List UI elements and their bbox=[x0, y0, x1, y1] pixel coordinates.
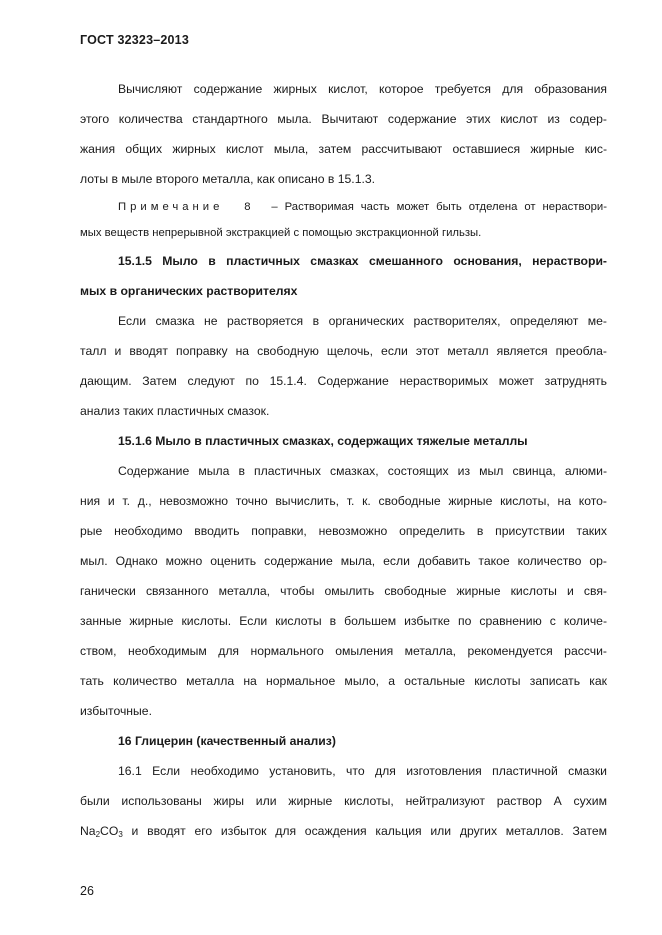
formula-element: Na bbox=[80, 824, 96, 838]
paragraph-line: тать количество металла на нормальное мыло, а остальные кислоты записать как bbox=[80, 674, 607, 688]
formula-subscript: 3 bbox=[118, 830, 123, 839]
note-line: мых веществ непрерывной экстракцией с помощью экстракционной гильзы. bbox=[80, 227, 482, 239]
document-body bbox=[80, 76, 607, 848]
paragraph-line: Вычисляют содержание жирных кислот, которое требуется для образования bbox=[118, 82, 607, 96]
paragraph-line: ния и т. д., невозможно точно вычислить, т. к. свободные жирные кислоты, на кото- bbox=[80, 494, 607, 508]
paragraph-line: талл и вводят поправку на свободную щелочь, если этот металл является преобла- bbox=[80, 344, 607, 358]
paragraph-line: рые необходимо вводить поправки, невозможно определить в присутствии таких bbox=[80, 524, 607, 538]
paragraph-line: были использованы жиры или жирные кислоты, нейтрализуют раствор А сухим bbox=[80, 794, 607, 808]
section-heading: 15.1.6 Мыло в пластичных смазках, содержащих тяжелые металлы bbox=[118, 434, 528, 448]
paragraph-line: мыл. Однако можно оценить содержание мыла, если добавить такое количество ор- bbox=[80, 554, 607, 568]
paragraph-line bbox=[80, 818, 607, 848]
section-heading: мых в органических растворителях bbox=[80, 284, 298, 298]
formula-element: CO bbox=[100, 824, 119, 838]
paragraph-line: Содержание мыла в пластичных смазках, состоящих из мыл свинца, алюми- bbox=[118, 464, 607, 478]
standard-header: ГОСТ 32323–2013 bbox=[80, 33, 189, 47]
note-line bbox=[80, 196, 607, 222]
paragraph-line: лоты в мыле второго металла, как описано в 15.1.3. bbox=[80, 172, 376, 186]
section-heading: 15.1.5 Мыло в пластичных смазках смешанного основания, нераствори- bbox=[118, 254, 607, 268]
paragraph-line: анализ таких пластичных смазок. bbox=[80, 404, 270, 418]
note-label: Примечание bbox=[118, 201, 224, 213]
paragraph-line: избыточные. bbox=[80, 704, 152, 718]
paragraph-line: ганически связанного металла, чтобы омылить свободные жирные кислоты и свя- bbox=[80, 584, 607, 598]
note-text: – Растворимая часть может быть отделена от нераствори- bbox=[271, 201, 607, 213]
paragraph-line: Если смазка не растворяется в органических растворителях, определяют ме- bbox=[118, 314, 607, 328]
paragraph-line: этого количества стандартного мыла. Вычитают содержание этих кислот из содер- bbox=[80, 112, 607, 126]
paragraph-line: жания общих жирных кислот мыла, затем рассчитывают оставшиеся жирные кис- bbox=[80, 142, 607, 156]
page-number: 26 bbox=[80, 884, 94, 898]
note-number: 8 bbox=[244, 201, 251, 213]
paragraph-line: ством, необходимым для нормального омыления металла, рекомендуется рассчи- bbox=[80, 644, 607, 658]
section-heading: 16 Глицерин (качественный анализ) bbox=[118, 734, 336, 748]
paragraph-text: и вводят его избыток для осаждения кальция или других металлов. Затем bbox=[122, 824, 607, 838]
paragraph-line: 16.1 Если необходимо установить, что для изготовления пластичной смазки bbox=[118, 764, 607, 778]
paragraph-line: дающим. Затем следуют по 15.1.4. Содержание нерастворимых может затруднять bbox=[80, 374, 607, 388]
paragraph-line: занные жирные кислоты. Если кислоты в большем избытке по сравнению с количе- bbox=[80, 614, 607, 628]
formula-subscript: 2 bbox=[95, 830, 101, 839]
